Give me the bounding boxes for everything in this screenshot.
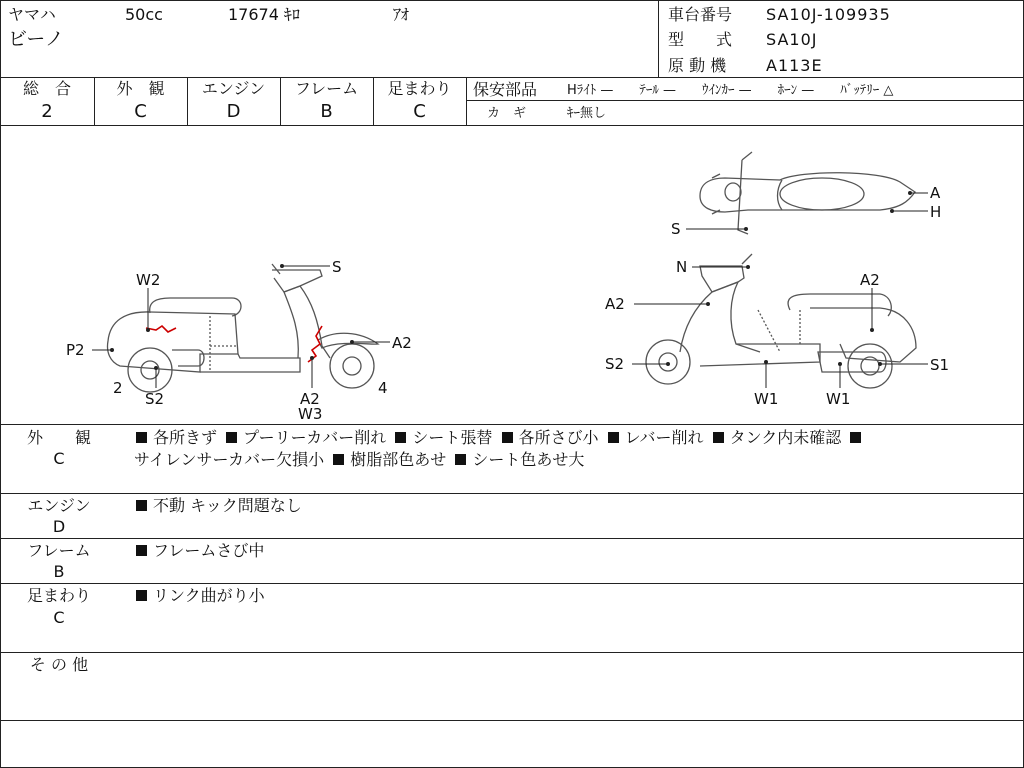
model-name: ビーノ [8,28,64,50]
rule [0,720,1024,721]
label-right-w1-a: W1 [754,390,779,408]
note-exterior-line1: 各所きず プーリーカバー削れ シート張替 各所さび小 レバー削れ タンク内未確認 [132,429,867,447]
score-label-suspension: 足まわり [387,79,452,98]
rule [0,652,1024,653]
label-right-w1-b: W1 [826,390,851,408]
scooter-diagram [0,126,1024,424]
safety-divider [467,100,1024,101]
label-right-s2: S2 [605,355,625,373]
score-label-engine: エンジン [201,79,266,98]
color: ｱｵ [393,5,410,24]
label-left-w3: W3 [298,405,323,423]
note-label-other: そ の 他 [29,655,89,674]
label-right-n: N [676,258,688,276]
header-divider [658,0,659,77]
score-label-frame: フレーム [294,79,359,98]
label-left-w2: W2 [136,271,161,289]
note-label-suspension: 足まわり [26,586,91,605]
label-left-a2: A2 [392,334,412,352]
score-suspension: C [413,101,426,122]
top-view [700,152,915,234]
label-left-p2: P2 [66,341,85,359]
label-right-s1: S1 [930,356,950,374]
engine-value: A113E [766,56,823,75]
note-label-exterior: 外 観 [26,428,91,447]
note-frame-line1: フレームさび中 [132,542,264,560]
note-label-engine: エンジン [27,496,91,515]
note-grade-suspension: C [53,608,65,627]
grid-line [466,77,467,125]
rule [0,538,1024,539]
key-label: カ ギ [487,106,527,121]
score-frame: B [320,101,333,122]
score-total: 2 [41,101,53,122]
label-top-h: H [930,203,942,221]
label-left-2: 2 [113,379,123,397]
type-label: 型 式 [668,30,733,49]
note-engine-line1: 不動 キック問題なし [132,497,302,515]
note-label-frame: フレーム [27,541,91,560]
label-right-a2-rear: A2 [860,271,880,289]
displacement: 50cc [125,5,163,24]
label-left-4: 4 [378,379,388,397]
score-label-exterior: 外 観 [116,79,165,98]
type-value: SA10J [766,30,818,49]
engine-label: 原 動 機 [668,56,727,75]
rule [0,583,1024,584]
score-exterior: C [134,101,147,122]
label-left-s2: S2 [145,390,165,408]
note-suspension-line1: リンク曲がり小 [132,587,265,605]
score-label-total: 総 合 [22,79,71,98]
label-top-s: S [671,220,681,238]
rule [0,77,1024,78]
key-value: ｷｰ無し [567,106,607,121]
frame-no-label: 車台番号 [668,5,733,24]
note-grade-frame: B [53,562,65,581]
mileage: 17674 ｷﾛ [228,5,300,24]
label-right-a2-front: A2 [605,295,625,313]
label-left-a2-lower: A2 [300,390,320,408]
note-exterior-line2: サイレンサーカバー欠損小 樹脂部色あせ シート色あせ大 [134,450,585,469]
safety-items: Hﾗｲﾄ — ﾃｰﾙ — ｳｲﾝｶｰ — ﾎｰﾝ — ﾊﾞｯﾃﾘｰ △ [567,83,894,98]
damage-marks [146,326,322,362]
note-grade-engine: D [52,517,66,536]
label-top-a: A [930,184,941,202]
rule [0,424,1024,425]
label-left-s: S [332,258,342,276]
frame-no: SA10J-109935 [766,5,891,24]
rule [0,493,1024,494]
safety-label: 保安部品 [473,80,538,99]
maker: ヤマハ [8,5,56,24]
score-engine: D [226,101,241,122]
note-grade-exterior: C [53,449,65,468]
